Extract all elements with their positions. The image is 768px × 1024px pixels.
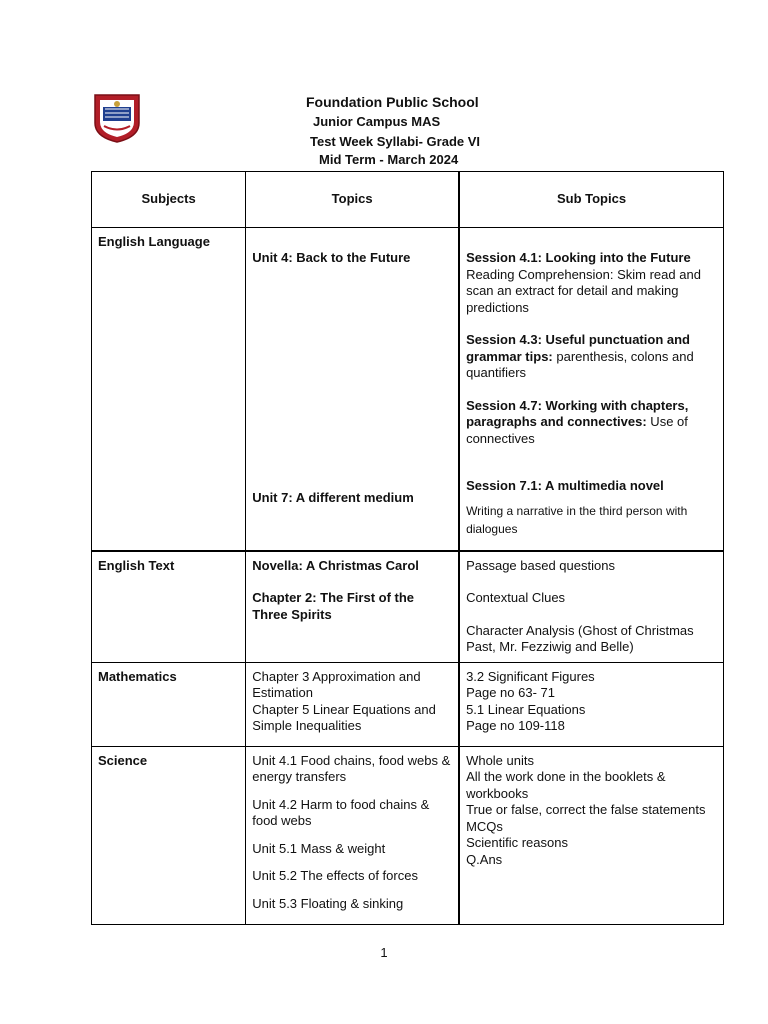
cell-subject bbox=[92, 746, 246, 924]
topic-unit-4-2: Unit 4.2 Harm to food chains & food webs bbox=[252, 796, 430, 828]
subtopic-pages-109-118: Page no 109-118 bbox=[466, 718, 565, 733]
topic-chapter-3: Chapter 3 Approximation and Estimation bbox=[252, 668, 421, 700]
subtopic-q-ans: Q.Ans bbox=[466, 851, 503, 867]
subject-mathematics: Mathematics bbox=[98, 668, 177, 684]
subtopic-linear-equations: 5.1 Linear Equations bbox=[466, 701, 586, 717]
table-header-row bbox=[92, 172, 724, 228]
cell-subtopics bbox=[459, 746, 723, 924]
subtopic-mcqs: MCQs bbox=[466, 818, 503, 834]
topic-novella: Novella: A Christmas Carol bbox=[252, 557, 419, 573]
cell-subject bbox=[92, 228, 246, 551]
topic-unit-5-2: Unit 5.2 The effects of forces bbox=[252, 868, 418, 883]
topic-unit-5-1: Unit 5.1 Mass & weight bbox=[252, 840, 386, 856]
table-row bbox=[92, 551, 724, 663]
subject-english-language: English Language bbox=[98, 234, 210, 249]
topic-chapter-5: Chapter 5 Linear Equations and Simple Inequalities bbox=[252, 701, 436, 733]
table-row bbox=[92, 662, 724, 746]
cell-topics bbox=[246, 551, 459, 663]
session-4-1-body: Reading Comprehension: Skim read and scan an extract for detail and making predictions bbox=[466, 266, 701, 315]
subtopic-booklets: All the work done in the booklets & workbooks bbox=[466, 769, 666, 801]
subject-science: Science bbox=[98, 752, 148, 768]
session-4-3: Session 4.3: Useful punctuation and grammar tips: parenthesis, colons and quantifiers bbox=[466, 332, 694, 380]
cell-subtopics bbox=[459, 551, 723, 663]
subtopic-contextual-clues: Contextual Clues bbox=[466, 590, 566, 605]
topic-unit-7: Unit 7: A different medium bbox=[252, 490, 414, 505]
session-7-1-body: Writing a narrative in the third person with dialogues bbox=[466, 503, 688, 536]
session-4-1-title: Session 4.1: Looking into the Future bbox=[466, 250, 691, 265]
school-name: Foundation Public School bbox=[306, 94, 479, 110]
topic-chapter-2: Chapter 2: The First of the Three Spirits bbox=[252, 590, 415, 622]
subject-english-text: English Text bbox=[98, 557, 175, 573]
table-row bbox=[92, 228, 724, 551]
cell-subject bbox=[92, 551, 246, 663]
syllabus-title: Test Week Syllabi- Grade VI bbox=[310, 134, 481, 149]
cell-subtopics bbox=[459, 662, 723, 746]
session-7-1-title: Session 7.1: A multimedia novel bbox=[466, 478, 664, 493]
subtopic-true-false: True or false, correct the false statements bbox=[466, 802, 706, 817]
cell-topics bbox=[246, 662, 459, 746]
topic-unit-5-3: Unit 5.3 Floating & sinking bbox=[252, 895, 404, 911]
subtopic-whole-units: Whole units bbox=[466, 752, 534, 768]
school-crest-logo bbox=[93, 93, 141, 143]
cell-topics bbox=[246, 228, 459, 551]
subtopic-passage: Passage based questions bbox=[466, 557, 615, 573]
subtopic-scientific-reasons: Scientific reasons bbox=[466, 835, 568, 850]
syllabus-table bbox=[91, 171, 724, 925]
campus-name: Junior Campus MAS bbox=[313, 114, 441, 129]
session-4-7: Session 4.7: Working with chapters, paragraphs and connectives: Use of connectives bbox=[466, 397, 689, 446]
subtopic-character-analysis: Character Analysis (Ghost of Christmas Past, Mr. Fezziwig and Belle) bbox=[466, 622, 694, 654]
header-topics: Topics bbox=[246, 172, 459, 228]
header-subjects: Subjects bbox=[92, 172, 246, 228]
cell-subject bbox=[92, 662, 246, 746]
cell-topics bbox=[246, 746, 459, 924]
topic-unit-4-1: Unit 4.1 Food chains, food webs & energy transfers bbox=[252, 752, 451, 784]
topic-unit-4: Unit 4: Back to the Future bbox=[252, 250, 411, 265]
page-number: 1 bbox=[380, 945, 388, 960]
header-subtopics: Sub Topics bbox=[459, 172, 723, 228]
cell-subtopics bbox=[459, 228, 723, 551]
table-row bbox=[92, 746, 724, 924]
term-title: Mid Term - March 2024 bbox=[319, 152, 459, 167]
subtopic-pages-63-71: Page no 63- 71 bbox=[466, 685, 555, 700]
subtopic-significant-figures: 3.2 Significant Figures bbox=[466, 668, 595, 684]
